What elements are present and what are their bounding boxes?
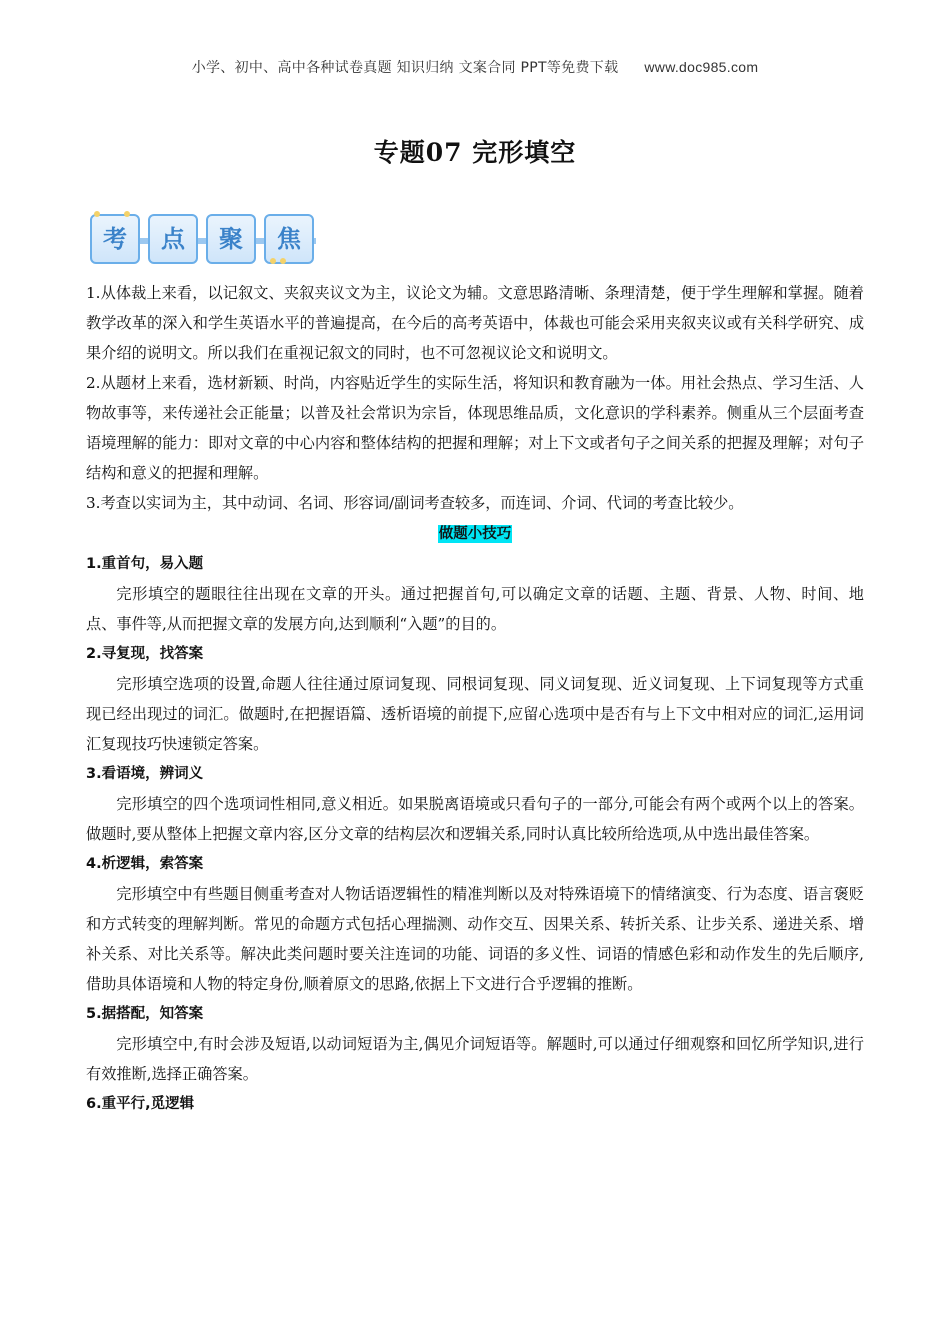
tip-body-2: 完形填空选项的设置,命题人往往通过原词复现、同根词复现、同义词复现、近义词复现、上下词复现等方式重现已经出现过的词汇。做题时,在把握语篇、透析语境的前提下,应留心选项中是否有与上下文中相对应的词汇,运用词汇复现技巧快速锁定答案。: [86, 675, 864, 753]
tip-heading-1: 1.重首句，易入题: [86, 556, 204, 572]
tip-body-4: 完形填空中有些题目侧重考查对人物话语逻辑性的精准判断以及对特殊语境下的情绪演变、行为态度、语言褒贬和方式转变的理解判断。常见的命题方式包括心理揣测、动作交互、因果关系、转折关系、让步关系、递进关系、增补关系、对比关系等。解决此类问题时要关注连词的功能、词语的多义性、词语的情感色彩和动作发生的先后顺序,借助具体语境和人物的特定身份,顺着原文的思路,依据上下文进行合乎逻辑的推断。: [86, 885, 864, 993]
document-body: [86, 278, 864, 1119]
tip-heading-5: 5.据搭配，知答案: [86, 1006, 204, 1022]
page-header: [0, 57, 950, 77]
tip-body-1: 完形填空的题眼往往出现在文章的开头。通过把握首句,可以确定文章的话题、主题、背景、人物、时间、地点、事件等,从而把握文章的发展方向,达到顺利“入题”的目的。: [86, 585, 864, 633]
header-site-link[interactable]: www.doc985.com: [644, 59, 759, 75]
exam-point-2: 2.从题材上来看，选材新颖、时尚，内容贴近学生的实际生活，将知识和教育融为一体。用社会热点、学习生活、人物故事等，来传递社会正能量；以普及社会常识为宗旨，体现思维品质，文化意识的学科素养。侧重从三个层面考查语境理解的能力：即对文章的中心内容和整体结构的把握和理解；对上下文或者句子之间关系的把握及理解；对句子结构和意义的把握和理解。: [86, 374, 864, 482]
exam-point-3: 3.考查以实词为主，其中动词、名词、形容词/副词考查较多，而连词、介词、代词的考查比较少。: [86, 494, 744, 512]
tip-heading-6: 6.重平行,觅逻辑: [86, 1096, 195, 1112]
tip-heading-3: 3.看语境，辨词义: [86, 766, 204, 782]
tips-heading-text: 做题小技巧: [438, 526, 512, 542]
badge-ju: 聚: [206, 214, 256, 264]
tip-heading-4: 4.析逻辑，索答案: [86, 856, 204, 872]
tips-heading: [86, 518, 864, 549]
header-text: 小学、初中、高中各种试卷真题 知识归纳 文案合同 PPT等免费下载: [191, 60, 619, 76]
badge-dian: 点: [148, 214, 198, 264]
document-title: 专题07 完形填空: [373, 138, 577, 167]
tip-heading-2: 2.寻复现，找答案: [86, 646, 204, 662]
section-badge-group: [90, 214, 320, 266]
badge-jiao: 焦: [264, 214, 314, 264]
exam-point-1: 1.从体裁上来看，以记叙文、夹叙夹议文为主，议论文为辅。文意思路清晰、条理清楚，便于学生理解和掌握。随着教学改革的深入和学生英语水平的普遍提高，在今后的高考英语中，体裁也可能会采用夹叙夹议或有关科学研究、成果介绍的说明文。所以我们在重视记叙文的同时，也不可忽视议论文和说明文。: [86, 284, 864, 362]
tip-body-5: 完形填空中,有时会涉及短语,以动词短语为主,偶见介词短语等。解题时,可以通过仔细观察和回忆所学知识,进行有效推断,选择正确答案。: [86, 1035, 864, 1083]
badge-kao: 考: [90, 214, 140, 264]
tip-body-3: 完形填空的四个选项词性相同,意义相近。如果脱离语境或只看句子的一部分,可能会有两个或两个以上的答案。做题时,要从整体上把握文章内容,区分文章的结构层次和逻辑关系,同时认真比较所给选项,从中选出最佳答案。: [86, 795, 864, 843]
